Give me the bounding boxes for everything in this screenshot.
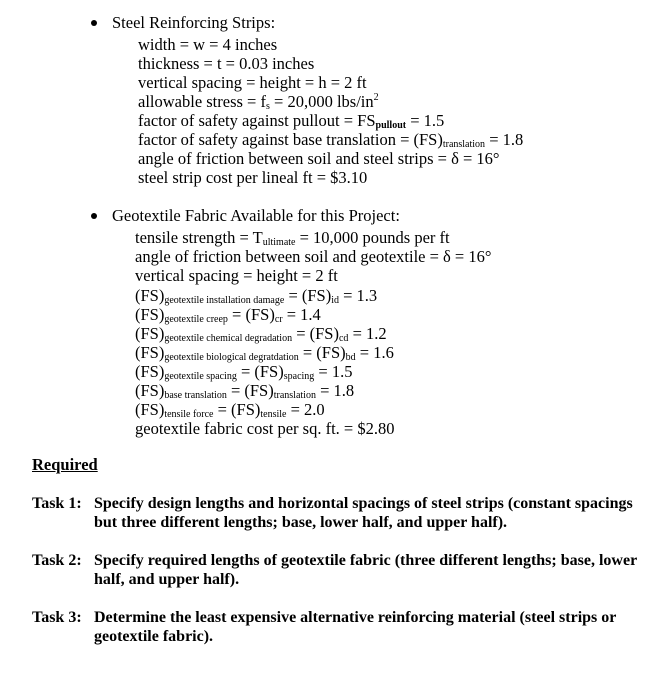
fs-sub-long: tensile force: [164, 409, 214, 420]
trans-pre: factor of safety against base translation = (FS): [138, 130, 443, 149]
steel-width: width = w = 4 inches: [138, 35, 278, 54]
steel-friction-angle: angle of friction between soil and steel strips = δ = 16°: [138, 149, 500, 168]
fs-post: = 1.5: [314, 362, 353, 381]
task-text: Determine the least expensive alternative reinforcing material (steel strips or geotextile fabric).: [94, 609, 617, 645]
fs-sub-short: translation: [273, 390, 316, 401]
fs-pre: (FS): [135, 324, 165, 343]
steel-allowable-stress: [138, 92, 379, 111]
pullout-sub: pullout: [375, 120, 407, 131]
stress-sub: s: [265, 101, 270, 112]
task-label: Task 3:: [32, 609, 82, 626]
fs-pre: (FS): [135, 381, 165, 400]
fs-mid: = (FS): [292, 324, 339, 343]
pullout-post: = 1.5: [406, 111, 445, 130]
steel-heading: Steel Reinforcing Strips:: [112, 13, 276, 32]
bullet-geotextile: [91, 213, 97, 219]
stress-pre: allowable stress = f: [138, 92, 266, 111]
pullout-pre: factor of safety against pullout = FS: [138, 111, 376, 130]
geo-fs-creep: [135, 305, 321, 324]
tensile-sub: ultimate: [262, 237, 296, 248]
fs-mid: = (FS): [298, 343, 346, 362]
geo-fs-biological-degradation: [135, 343, 394, 362]
stress-sup: 2: [373, 92, 379, 103]
fs-post: = 2.0: [286, 400, 325, 419]
required-heading: Required: [32, 455, 98, 474]
geo-fs-spacing: [135, 362, 352, 381]
task-3: [32, 608, 642, 646]
tensile-pre: tensile strength = T: [135, 228, 263, 247]
geo-fs-tensile-force: [135, 400, 325, 419]
fs-post: = 1.4: [282, 305, 321, 324]
task-1: [32, 494, 642, 532]
geo-fs-chemical-degradation: [135, 324, 387, 343]
geo-vertical-spacing: vertical spacing = height = 2 ft: [135, 266, 338, 285]
geo-tensile-strength: [135, 228, 450, 247]
geo-friction-angle: angle of friction between soil and geotextile = δ = 16°: [135, 247, 492, 266]
stress-mid: = 20,000 lbs/in: [269, 92, 374, 111]
fs-pre: (FS): [135, 362, 165, 381]
fs-sub-long: geotextile chemical degradation: [164, 333, 293, 344]
task-label: Task 2:: [32, 552, 82, 569]
fs-mid: = (FS): [284, 286, 332, 305]
fs-sub-long: base translation: [164, 390, 227, 401]
geo-fs-base-translation: [135, 381, 354, 400]
steel-cost: steel strip cost per lineal ft = $3.10: [138, 168, 368, 187]
task-label: Task 1:: [32, 495, 82, 512]
fs-sub-long: geotextile spacing: [164, 371, 237, 382]
steel-fs-translation: [138, 130, 523, 149]
fs-sub-short: spacing: [283, 371, 315, 382]
fs-sub-long: geotextile creep: [164, 314, 228, 325]
trans-post: = 1.8: [485, 130, 524, 149]
steel-thickness: thickness = t = 0.03 inches: [138, 54, 315, 73]
fs-pre: (FS): [135, 400, 165, 419]
fs-mid: = (FS): [226, 381, 274, 400]
fs-mid: = (FS): [236, 362, 284, 381]
fs-sub-short: tensile: [260, 409, 287, 420]
geotextile-heading: Geotextile Fabric Available for this Project:: [112, 206, 400, 225]
fs-pre: (FS): [135, 286, 165, 305]
task-text: Specify required lengths of geotextile fabric (three different lengths; base, lower half, and upper half).: [94, 552, 637, 588]
steel-fs-pullout: [138, 111, 444, 130]
fs-sub-short: id: [331, 295, 339, 306]
bullet-steel: [91, 20, 97, 26]
fs-sub-long: geotextile installation damage: [164, 295, 285, 306]
fs-sub-short: bd: [345, 352, 356, 363]
fs-mid: = (FS): [213, 400, 261, 419]
tensile-post: = 10,000 pounds per ft: [295, 228, 450, 247]
trans-sub: translation: [442, 139, 486, 150]
steel-vertical-spacing: vertical spacing = height = h = 2 ft: [138, 73, 367, 92]
fs-post: = 1.8: [315, 381, 355, 400]
fs-pre: (FS): [135, 343, 165, 362]
fs-post: = 1.3: [339, 286, 378, 305]
geo-fs-installation-damage: [135, 286, 377, 305]
fs-post: = 1.2: [348, 324, 387, 343]
fs-sub-short: cd: [338, 333, 349, 344]
fs-mid: = (FS): [227, 305, 275, 324]
fs-sub-long: geotextile biological degratdation: [164, 352, 299, 363]
fs-post: = 1.6: [355, 343, 394, 362]
geo-cost: geotextile fabric cost per sq. ft. = $2.80: [135, 419, 395, 438]
task-text: Specify design lengths and horizontal spacings of steel strips (constant spacings but three different lengths; base, lower half, and upper half).: [94, 495, 633, 531]
task-2: [32, 551, 642, 589]
fs-sub-short: cr: [274, 314, 283, 325]
fs-pre: (FS): [135, 305, 165, 324]
